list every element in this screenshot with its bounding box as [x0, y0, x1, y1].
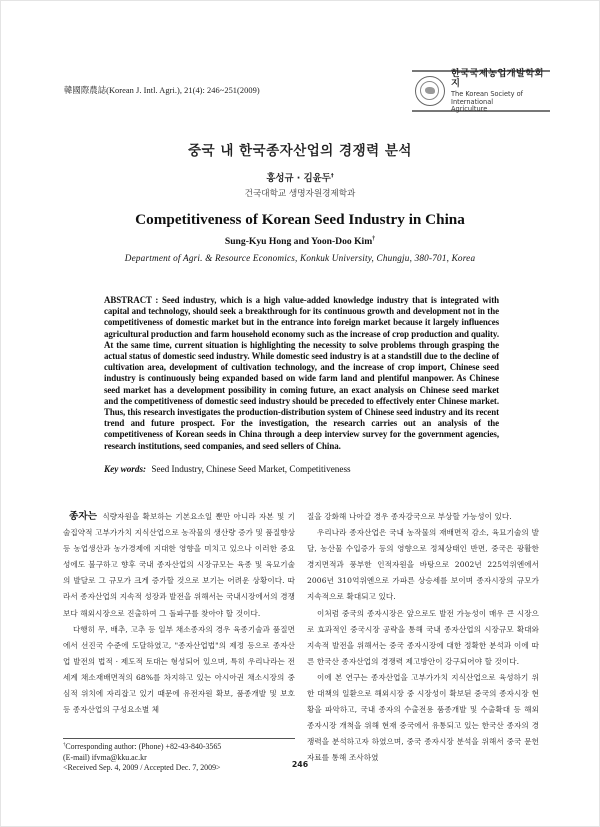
paragraph: 다행히 무, 배추, 고추 등 일부 채소종자의 경우 육종기술과 품질면에서 선진국 수준에 도달하였고, "종자산업법"의 제정 등으로 종자산업 발전의 법적 · 제도적 토대는 형성되어 있으며, 특히 우리나라는 전 세계 채소재배면적의 68%를 차지하고 있는 아시아권 채소시장의 중심적 위치에 자리잡고 있기 때문에 유전자원 확보, 품종개발 및 보호 등 종자산업의 구성요소별 체 — [63, 624, 295, 715]
lead-word: 종자는 — [69, 511, 98, 522]
authors-english-text: Sung-Kyu Hong and Yoon-Doo Kim — [224, 236, 373, 247]
abstract-text: Seed industry, which is a high value-added knowledge industry that is integrated with capital and technology, should seek a breakthrough for its continuous growth and development not in the competitiveness of domestic market but in the entrance into foreign market because it largely influences agricultural production and farm household economy such as the increase of crop production and quality. At the same time, current situation is highlighting the necessity to solve problems through grasping the actual status of domestic seed industry. While domestic seed industry is at a standstill due to the decline of cultivation area, development of cultivation technology, and the increase of crop import, Chinese seed industry is continuously being expanded based on wide farm land and plentiful manpower. As Chinese seed market has a development possibility in coming future, an exact analysis on Chinese seed market and the competitiveness of domestic seed industry should be preceded to effectively enter Chinese market. Thus, this research investigates the production-distribution system of Chinese seed industry and its recent trend and future prospect. For the investigation, the research carries out an analysis of the competitiveness of Korean seeds in China through a deep interview survey for the government agencies, research institutions, seed companies, and seed sellers of China. — [104, 295, 499, 451]
body-right-column — [307, 509, 539, 767]
footnote-corresponding — [63, 742, 303, 753]
title-english: Competitiveness of Korean Seed Industry in China — [135, 211, 465, 228]
paragraph: 이에 본 연구는 종자산업을 고부가가치 지식산업으로 육성하기 위한 대책의 일환으로 해외시장 중 시장성이 확보된 중국의 종자시장 현황을 파악하고, 국내 종자의 수출전용 품종개발 및 수출확대 등 해외 종자시장 개척을 위해 현재 중국에서 유통되고 있는 한국산 종자의 경쟁력을 분석하고자 하였으며, 중국 종자시장 분석을 위해서 중국 문헌자료를 통해 조사하였 — [307, 672, 539, 763]
paragraph-text: 식량자원을 확보하는 기본요소일 뿐만 아니라 자본 및 기술집약적 고부가가치 지식산업으로 농작물의 생산량 증가 및 품질향상 등 농업생산과 농가경제에 지대한 영향을 미치고 있으나 이러한 중요성에도 불구하고 향후 국내 종자산업의 시장규모는 육종 및 육묘기술의 발달로 그 규모가 크게 증가할 것으로 보기는 어려운 상황이다. 따라서 종자산업의 지속적 성장과 발전을 위해서는 국내시장에서의 경쟁보다 해외시장으로 진출하여 그 돌파구를 찾아야 할 것이다. — [63, 512, 295, 618]
keywords — [104, 464, 499, 474]
footnote-phone: Corresponding author: (Phone) +82-43-840-3565 — [65, 742, 222, 751]
paragraph: 우리나라 종자산업은 국내 농작물의 재배면적 감소, 육묘기술의 발달, 농산물 수입증가 등의 영향으로 정체상태인 반면, 중국은 광활한 경지면적과 풍부한 인적자원을 바탕으로 2002년 225억위엔에서 2006년 310억위엔으로 가파른 상승세를 보이며 종자시장의 규모가 지속적으로 확대되고 있다. — [307, 528, 539, 602]
footnote — [63, 742, 303, 774]
paragraph: 질을 강화해 나아갈 경우 종자강국으로 부상할 가능성이 있다. — [307, 512, 512, 521]
abstract — [104, 295, 499, 452]
keywords-label: Key words: — [104, 464, 147, 474]
dagger-mark: † — [63, 742, 66, 748]
paragraph — [63, 509, 295, 622]
society-name-english-line1: The Korean Society of International — [451, 90, 523, 106]
society-name-korean: 한국국제농업개발학회지 — [451, 67, 544, 90]
authors-english — [0, 236, 600, 247]
footnote-received: <Received Sep. 4, 2009 / Accepted Dec. 7, 2009> — [63, 763, 221, 773]
title-korean: 중국 내 한국종자산업의 경쟁력 분석 — [188, 143, 412, 159]
keywords-value: Seed Industry, Chinese Seed Market, Competitiveness — [151, 464, 351, 474]
journal-reference: 韓國際農誌(Korean J. Intl. Agri.), 21(4): 246~251(2009) — [64, 86, 260, 95]
globe-seal-icon — [415, 76, 445, 106]
body-left-column — [63, 509, 295, 718]
dagger-mark: † — [330, 172, 334, 179]
affiliation-korean: 건국대학교 생명자원경제학과 — [244, 189, 356, 199]
footnote-email: (E-mail) ifvma@kku.ac.kr — [63, 752, 147, 762]
authors-korean — [0, 170, 600, 184]
society-banner — [412, 67, 550, 113]
dagger-mark: † — [372, 235, 376, 242]
paragraph: 이처럼 중국의 종자시장은 앞으로도 발전 가능성이 매우 큰 시장으로 효과적인 중국시장 공략을 통해 국내 종자산업의 시장규모 확대와 지속적 발전을 위해서는 중국 종자시장에 대한 정확한 분석과 이에 따른 한국산 종자산업의 경쟁력 제고방안이 강구되어야 할 것이다. — [307, 608, 539, 666]
authors-korean-text: 홍성규 · 김윤두 — [266, 173, 331, 184]
society-name-english-line2: Agriculture — [451, 104, 488, 113]
page-number: 246 — [291, 760, 309, 769]
affiliation-english: Department of Agri. & Resource Economics, Konkuk University, Chungju, 380-701, Korea — [124, 253, 476, 263]
footnote-divider — [63, 738, 295, 739]
abstract-label: ABSTRACT : — [104, 295, 159, 305]
